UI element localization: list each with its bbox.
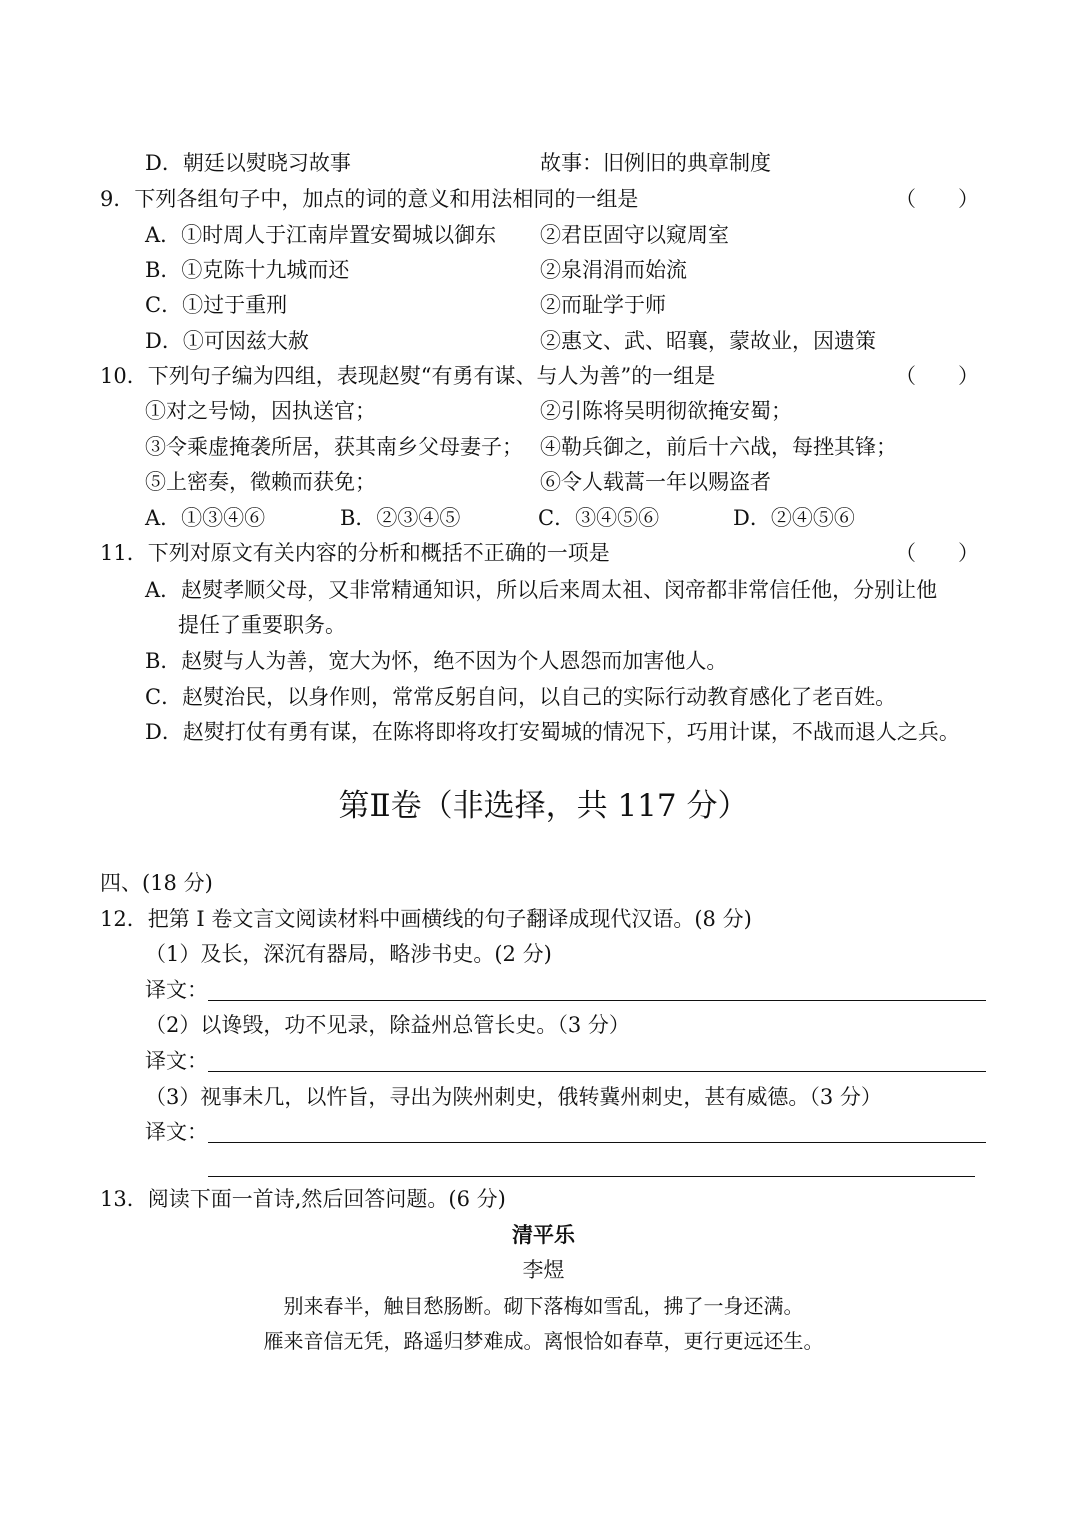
q10-sentence-3: ③令乘虚掩袭所居，获其南乡父母妻子； bbox=[145, 435, 523, 459]
q12-item-3: （3）视事未几，以忤旨，寻出为陕州刺史，俄转冀州刺史，甚有威德。（3 分） bbox=[145, 1085, 882, 1109]
q11-option-b: B．赵熨与人为善，宽大为怀，绝不因为个人恩怨而加害他人。 bbox=[145, 649, 728, 673]
q8-option-d: D．朝廷以熨晓习故事 bbox=[145, 151, 351, 175]
q10-answer-paren: （ ） bbox=[895, 364, 979, 388]
q10-sentence-2: ②引陈将吴明彻欲掩安蜀； bbox=[540, 399, 792, 423]
q12-answer-line-4[interactable] bbox=[208, 1176, 975, 1177]
q9-option-d-left: D．①可因兹大赦 bbox=[145, 329, 309, 353]
q12-answer-line-2[interactable] bbox=[208, 1071, 986, 1072]
poem-title: 清平乐 bbox=[512, 1223, 575, 1247]
q12-answer-label-3: 译文： bbox=[145, 1120, 208, 1144]
q9-option-b-right: ②泉涓涓而始流 bbox=[540, 258, 687, 282]
q9-answer-paren: （ ） bbox=[895, 187, 979, 211]
poem-line-2: 雁来音信无凭，路遥归梦难成。离恨恰如春草，更行更远还生。 bbox=[263, 1329, 824, 1353]
q9-option-c-left: C．①过于重刑 bbox=[145, 293, 288, 317]
q12-answer-line-3[interactable] bbox=[208, 1142, 986, 1143]
q10-option-c: C．③④⑤⑥ bbox=[538, 506, 660, 530]
q12-answer-line-1[interactable] bbox=[208, 1000, 986, 1001]
section-title: 第Ⅱ卷（非选择，共 117 分） bbox=[338, 788, 749, 824]
q10-option-a: A．①③④⑥ bbox=[145, 506, 266, 530]
q9-option-a-right: ②君臣固守以窥周室 bbox=[540, 223, 729, 247]
q11-answer-paren: （ ） bbox=[895, 541, 979, 565]
q12-answer-label-2: 译文： bbox=[145, 1049, 208, 1073]
q8-option-d-gloss: 故事：旧例旧的典章制度 bbox=[540, 151, 771, 175]
q11-stem: 11．下列对原文有关内容的分析和概括不正确的一项是 bbox=[100, 541, 610, 565]
q12-answer-label-1: 译文： bbox=[145, 978, 208, 1002]
q11-option-d: D．赵熨打仗有勇有谋，在陈将即将攻打安蜀城的情况下，巧用计谋，不战而退人之兵。 bbox=[145, 720, 960, 744]
q10-option-b: B．②③④⑤ bbox=[340, 506, 461, 530]
poem-author: 李煜 bbox=[522, 1258, 565, 1282]
poem-line-1: 别来春半，触目愁肠断。砌下落梅如雪乱，拂了一身还满。 bbox=[283, 1294, 804, 1318]
q10-sentence-1: ①对之号恸，因执送官； bbox=[145, 399, 376, 423]
q10-option-d: D．②④⑤⑥ bbox=[733, 506, 855, 530]
q9-option-b-left: B．①克陈十九城而还 bbox=[145, 258, 350, 282]
q10-sentence-5: ⑤上密奏，徵赖而获免； bbox=[145, 470, 376, 494]
q11-option-a-line2: 提任了重要职务。 bbox=[178, 613, 346, 637]
q9-option-d-right: ②惠文、武、昭襄，蒙故业，因遗策 bbox=[540, 329, 876, 353]
q11-option-a-line1: A．赵熨孝顺父母，又非常精通知识，所以后来周太祖、闵帝都非常信任他，分别让他 bbox=[145, 578, 938, 602]
q9-option-c-right: ②而耻学于师 bbox=[540, 293, 666, 317]
q11-option-c: C．赵熨治民，以身作则，常常反躬自问，以自己的实际行动教育感化了老百姓。 bbox=[145, 685, 897, 709]
q13-stem: 13．阅读下面一首诗,然后回答问题。(6 分) bbox=[100, 1187, 506, 1211]
part4-heading: 四、(18 分) bbox=[100, 871, 213, 895]
q10-sentence-4: ④勒兵御之，前后十六战，每挫其锋； bbox=[540, 435, 897, 459]
q9-option-a-left: A．①时周人于江南岸置安蜀城以御东 bbox=[145, 223, 497, 247]
q9-stem: 9．下列各组句子中，加点的词的意义和用法相同的一组是 bbox=[100, 187, 639, 211]
q10-stem: 10．下列句子编为四组，表现赵熨“有勇有谋、与人为善”的一组是 bbox=[100, 364, 716, 388]
q12-item-2: （2）以谗毁，功不见录，除益州总管长史。（3 分） bbox=[145, 1013, 630, 1037]
q12-stem: 12．把第 I 卷文言文阅读材料中画横线的句子翻译成现代汉语。(8 分) bbox=[100, 907, 752, 931]
q10-sentence-6: ⑥令人载蒿一年以赐盗者 bbox=[540, 470, 771, 494]
q12-item-1: （1）及长，深沉有器局，略涉书史。(2 分) bbox=[145, 942, 552, 966]
